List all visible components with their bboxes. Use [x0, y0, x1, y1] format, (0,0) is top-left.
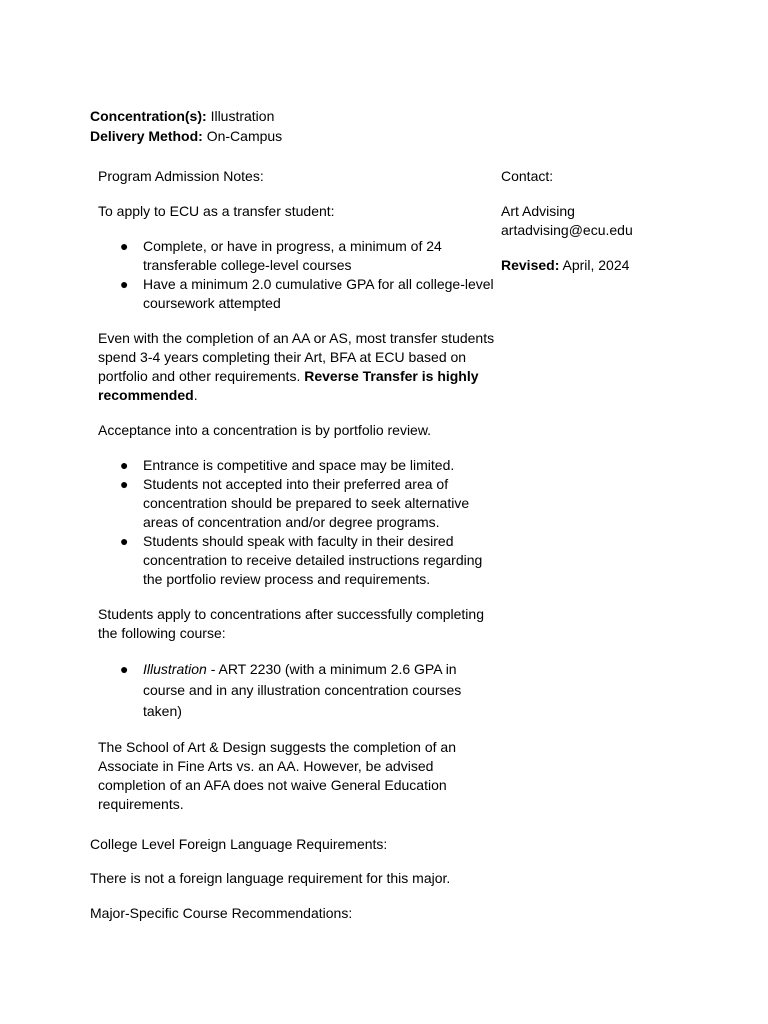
- list-item: ● Students should speak with faculty in their desired concentration to receive detailed instructions regarding the portfolio review process and requirements.: [120, 533, 483, 587]
- contact-email[interactable]: artadvising@ecu.edu: [501, 222, 633, 238]
- delivery-method-value: On-Campus: [206, 128, 283, 144]
- revised-value: April, 2024: [562, 257, 630, 273]
- contact-column: [501, 167, 701, 275]
- course-name: Illustration: [143, 661, 207, 677]
- afa-paragraph: The School of Art & Design suggests the completion of an Associate in Fine Arts vs. an AA. However, be advised completion of an AFA does not waive General Education requirements.: [98, 739, 456, 812]
- concentration-line: [90, 107, 274, 126]
- contact-heading: Contact:: [501, 168, 554, 184]
- bullet-icon: ●: [120, 238, 129, 254]
- bullet-icon: ●: [120, 457, 129, 473]
- list-item: ● Have a minimum 2.0 cumulative GPA for all college-level coursework attempted: [120, 276, 494, 311]
- required-course-list: [98, 659, 498, 722]
- course-intro: Students apply to concentrations after successfully completing the following course:: [98, 606, 484, 641]
- concentration-label: Concentration(s):: [90, 108, 207, 124]
- delivery-method-line: [90, 127, 282, 146]
- revised-line: [501, 256, 701, 275]
- reverse-transfer-note: Reverse Transfer is highly recommended: [98, 368, 479, 403]
- course-recommendations-heading: Major-Specific Course Recommendations:: [90, 905, 353, 921]
- bullet-icon: ●: [120, 533, 129, 549]
- acceptance-list: [98, 456, 498, 589]
- foreign-language-heading: College Level Foreign Language Requirements:: [90, 836, 388, 852]
- aa-paragraph: Even with the completion of an AA or AS, most transfer students spend 3-4 years completing their Art, BFA at ECU based on portfolio and other requirements. Reverse Transfer is highly recommended.: [98, 330, 495, 403]
- acceptance-intro: Acceptance into a concentration is by portfolio review.: [98, 422, 432, 438]
- admission-heading: Program Admission Notes:: [98, 168, 264, 184]
- bullet-icon: ●: [120, 276, 129, 292]
- list-item: ● Illustration - ART 2230 (with a minimum 2.6 GPA in course and in any illustration concentration courses taken): [120, 661, 462, 719]
- admission-notes-column: [98, 167, 498, 814]
- list-item: ● Complete, or have in progress, a minimum of 24 transferable college-level courses: [120, 238, 442, 273]
- revised-label: Revised:: [501, 257, 560, 273]
- list-item: ● Students not accepted into their preferred area of concentration should be prepared to seek alternative areas of concentration and/or degree programs.: [120, 476, 470, 530]
- transfer-requirements-list: [98, 237, 498, 313]
- bullet-icon: ●: [120, 476, 129, 492]
- foreign-language-text: There is not a foreign language requirement for this major.: [90, 870, 451, 886]
- bullet-icon: ●: [120, 661, 129, 677]
- concentration-value: Illustration: [210, 108, 275, 124]
- contact-name: Art Advising: [501, 203, 575, 219]
- delivery-method-label: Delivery Method:: [90, 128, 203, 144]
- list-item: ● Entrance is competitive and space may be limited.: [120, 457, 455, 473]
- transfer-intro: To apply to ECU as a transfer student:: [98, 203, 335, 219]
